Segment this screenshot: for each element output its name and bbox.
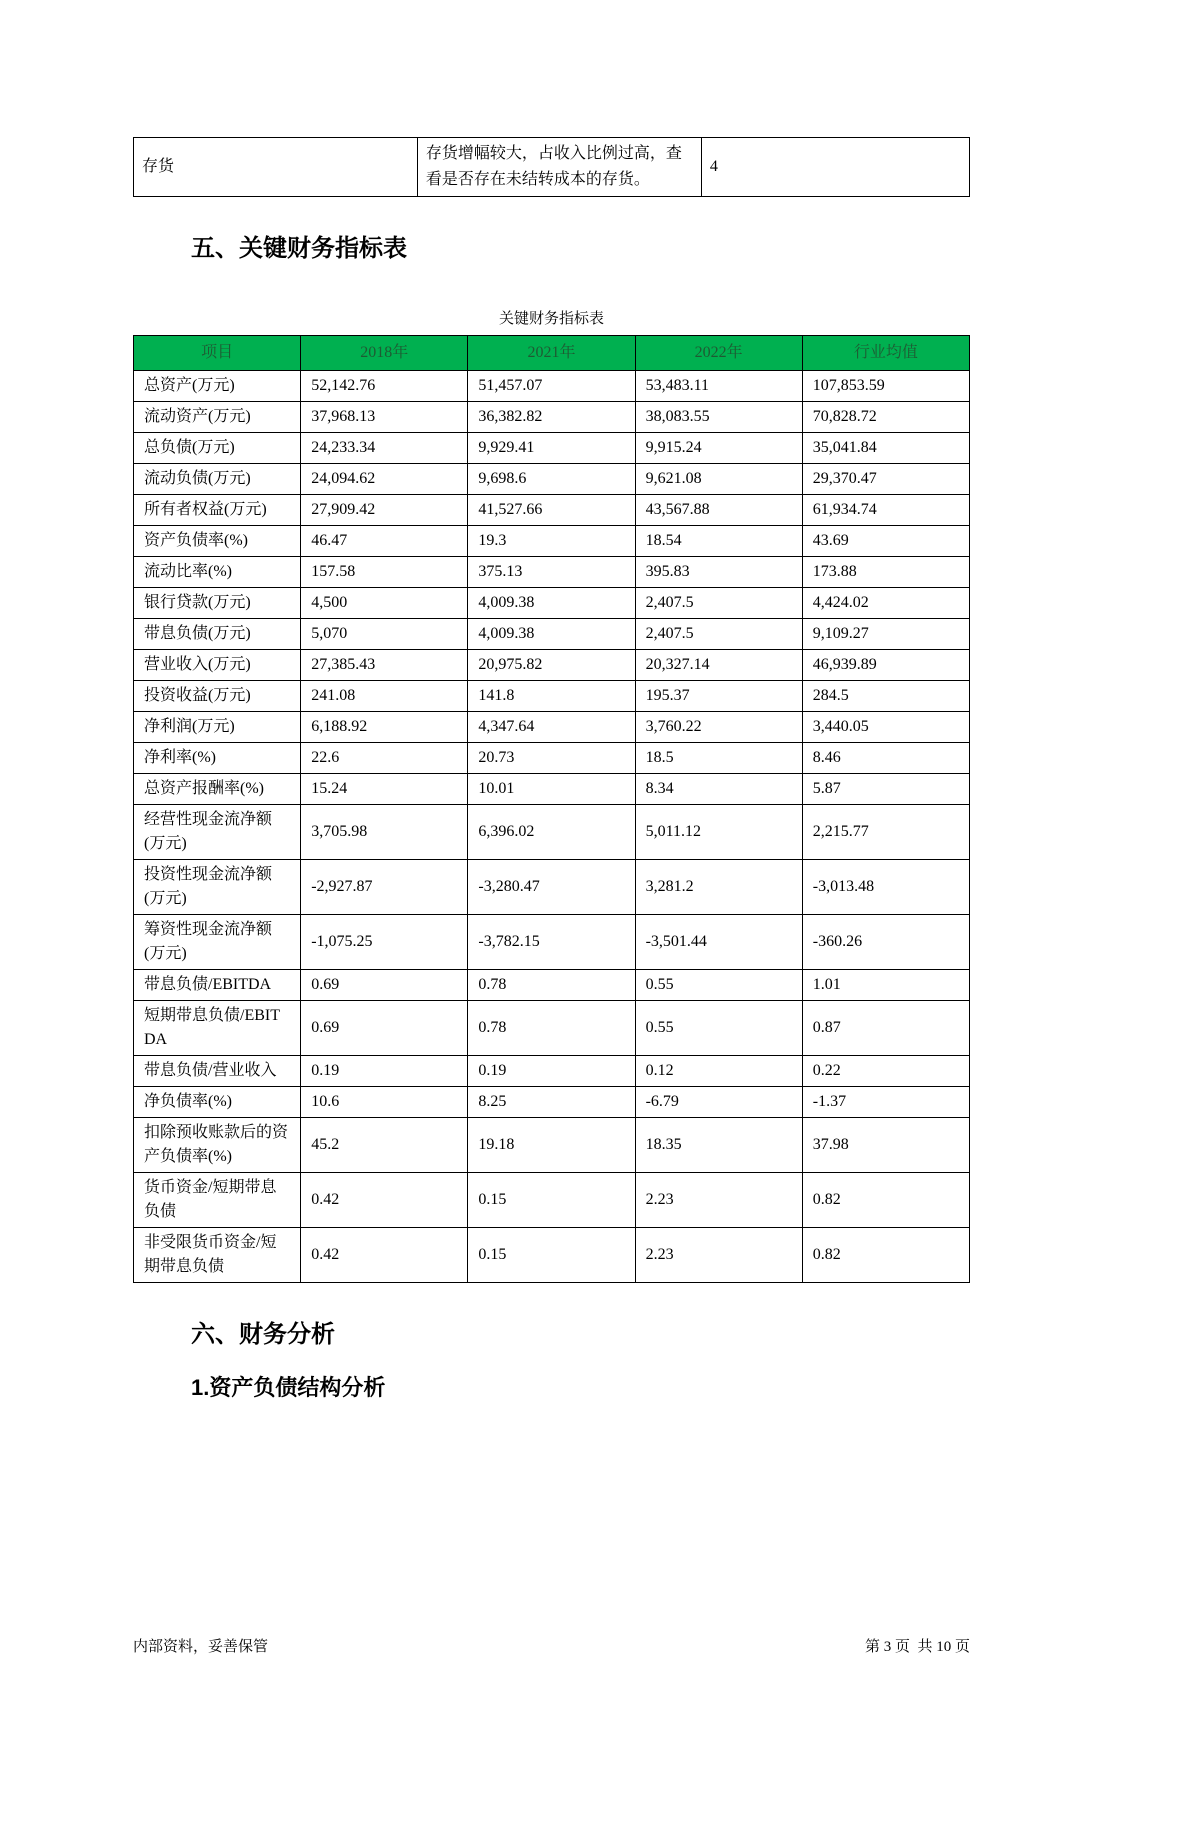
row-label: 投资收益(万元) [134,681,301,712]
cell-value: 1.01 [802,970,969,1001]
row-label: 银行贷款(万元) [134,588,301,619]
cell-value: 20.73 [468,743,635,774]
cell-value: 375.13 [468,557,635,588]
column-header: 2018年 [301,336,468,371]
cell-value: 0.78 [468,1001,635,1056]
cell-value: 5,011.12 [635,805,802,860]
cell-value: -1,075.25 [301,915,468,970]
column-header: 行业均值 [802,336,969,371]
cell-value: 6,188.92 [301,712,468,743]
cell-value: 0.55 [635,970,802,1001]
cell-value: -6.79 [635,1087,802,1118]
cell-value: 0.19 [468,1056,635,1087]
inventory-score-cell: 4 [701,138,969,197]
inventory-item-cell: 存货 [134,138,418,197]
cell-value: 10.01 [468,774,635,805]
kpi-table [133,335,970,1283]
cell-value: 3,760.22 [635,712,802,743]
cell-value: 46.47 [301,526,468,557]
cell-value: 4,347.64 [468,712,635,743]
cell-value: 173.88 [802,557,969,588]
page-content [133,137,970,1403]
cell-value: 8.34 [635,774,802,805]
row-label: 带息负债(万元) [134,619,301,650]
cell-value: 52,142.76 [301,371,468,402]
row-label: 带息负债/营业收入 [134,1056,301,1087]
cell-value: -3,280.47 [468,860,635,915]
cell-value: 43.69 [802,526,969,557]
cell-value: 0.82 [802,1173,969,1228]
cell-value: 29,370.47 [802,464,969,495]
cell-value: 2,407.5 [635,619,802,650]
cell-value: 395.83 [635,557,802,588]
cell-value: 43,567.88 [635,495,802,526]
cell-value: 107,853.59 [802,371,969,402]
table-row [134,681,970,712]
row-label: 总负债(万元) [134,433,301,464]
cell-value: 2.23 [635,1173,802,1228]
row-label: 净利率(%) [134,743,301,774]
cell-value: 0.87 [802,1001,969,1056]
cell-value: 53,483.11 [635,371,802,402]
row-label: 货币资金/短期带息负债 [134,1173,301,1228]
cell-value: 2,407.5 [635,588,802,619]
row-label: 筹资性现金流净额(万元) [134,915,301,970]
page-footer [133,1637,970,1657]
row-label: 营业收入(万元) [134,650,301,681]
cell-value: 9,698.6 [468,464,635,495]
table-row [134,433,970,464]
row-label: 净负债率(%) [134,1087,301,1118]
cell-value: 0.42 [301,1173,468,1228]
table-row [134,557,970,588]
cell-value: 24,233.34 [301,433,468,464]
cell-value: 41,527.66 [468,495,635,526]
cell-value: 4,424.02 [802,588,969,619]
cell-value: 6,396.02 [468,805,635,860]
cell-value: 70,828.72 [802,402,969,433]
cell-value: 4,009.38 [468,619,635,650]
table-row [134,915,970,970]
cell-value: 20,975.82 [468,650,635,681]
cell-value: 4,009.38 [468,588,635,619]
table-row [134,1173,970,1228]
row-label: 带息负债/EBITDA [134,970,301,1001]
cell-value: 18.54 [635,526,802,557]
section-6-heading: 六、财务分析 [191,1321,335,1348]
cell-value: 8.46 [802,743,969,774]
table-row [134,1118,970,1173]
table-row [134,712,970,743]
cell-value: 19.18 [468,1118,635,1173]
cell-value: 3,281.2 [635,860,802,915]
cell-value: 4,500 [301,588,468,619]
cell-value: 20,327.14 [635,650,802,681]
cell-value: 2,215.77 [802,805,969,860]
row-label: 所有者权益(万元) [134,495,301,526]
table-row [134,1228,970,1283]
cell-value: 10.6 [301,1087,468,1118]
cell-value: 9,109.27 [802,619,969,650]
row-label: 流动资产(万元) [134,402,301,433]
row-label: 流动负债(万元) [134,464,301,495]
cell-value: 157.58 [301,557,468,588]
cell-value: 0.69 [301,1001,468,1056]
column-header: 2022年 [635,336,802,371]
cell-value: 0.19 [301,1056,468,1087]
row-label: 非受限货币资金/短期带息负债 [134,1228,301,1283]
table-row [134,650,970,681]
table-row [134,495,970,526]
cell-value: 241.08 [301,681,468,712]
cell-value: 45.2 [301,1118,468,1173]
row-label: 经营性现金流净额(万元) [134,805,301,860]
cell-value: 0.15 [468,1173,635,1228]
table-row [134,371,970,402]
table-row [134,970,970,1001]
row-label: 投资性现金流净额(万元) [134,860,301,915]
footer-page-number: 第 3 页 共 10 页 [864,1639,970,1655]
cell-value: 5,070 [301,619,468,650]
cell-value: 8.25 [468,1087,635,1118]
row-label: 扣除预收账款后的资产负债率(%) [134,1118,301,1173]
cell-value: 27,909.42 [301,495,468,526]
row-label: 总资产报酬率(%) [134,774,301,805]
table-row [134,805,970,860]
cell-value: 0.82 [802,1228,969,1283]
cell-value: 9,915.24 [635,433,802,464]
table-row [134,588,970,619]
row-label: 净利润(万元) [134,712,301,743]
cell-value: 37.98 [802,1118,969,1173]
kpi-table-body [134,371,970,1283]
cell-value: 15.24 [301,774,468,805]
inventory-note-table [133,137,970,197]
cell-value: 0.12 [635,1056,802,1087]
cell-value: 61,934.74 [802,495,969,526]
cell-value: 0.42 [301,1228,468,1283]
table-row [134,1001,970,1056]
table-row [134,1087,970,1118]
cell-value: 3,705.98 [301,805,468,860]
kpi-table-caption: 关键财务指标表 [498,311,604,327]
cell-value: -3,013.48 [802,860,969,915]
section-5-heading: 五、关键财务指标表 [191,235,407,262]
cell-value: 0.69 [301,970,468,1001]
table-row [134,464,970,495]
cell-value: 0.78 [468,970,635,1001]
cell-value: 36,382.82 [468,402,635,433]
table-row [134,619,970,650]
cell-value: -1.37 [802,1087,969,1118]
cell-value: 0.15 [468,1228,635,1283]
cell-value: 46,939.89 [802,650,969,681]
cell-value: 22.6 [301,743,468,774]
cell-value: -2,927.87 [301,860,468,915]
analysis-subheading: 1.资产负债结构分析 [191,1375,386,1400]
cell-value: 5.87 [802,774,969,805]
cell-value: 0.22 [802,1056,969,1087]
row-label: 总资产(万元) [134,371,301,402]
cell-value: 9,621.08 [635,464,802,495]
cell-value: 284.5 [802,681,969,712]
inventory-note-cell: 存货增幅较大，占收入比例过高，查看是否存在未结转成本的存货。 [417,138,701,197]
cell-value: 51,457.07 [468,371,635,402]
table-row [134,402,970,433]
table-row [134,860,970,915]
cell-value: 0.55 [635,1001,802,1056]
cell-value: 195.37 [635,681,802,712]
table-row [134,774,970,805]
cell-value: 19.3 [468,526,635,557]
kpi-table-header-row [134,336,970,371]
column-header: 2021年 [468,336,635,371]
cell-value: 24,094.62 [301,464,468,495]
cell-value: 37,968.13 [301,402,468,433]
cell-value: 9,929.41 [468,433,635,464]
table-row [134,743,970,774]
table-row [134,1056,970,1087]
table-row [134,526,970,557]
row-label: 短期带息负债/EBITDA [134,1001,301,1056]
column-header: 项目 [134,336,301,371]
cell-value: 3,440.05 [802,712,969,743]
cell-value: 27,385.43 [301,650,468,681]
cell-value: 141.8 [468,681,635,712]
row-label: 流动比率(%) [134,557,301,588]
row-label: 资产负债率(%) [134,526,301,557]
cell-value: -3,501.44 [635,915,802,970]
footer-confidential-note: 内部资料，妥善保管 [133,1639,269,1655]
cell-value: 18.35 [635,1118,802,1173]
table-row [134,138,970,197]
cell-value: -3,782.15 [468,915,635,970]
cell-value: 38,083.55 [635,402,802,433]
cell-value: 35,041.84 [802,433,969,464]
cell-value: -360.26 [802,915,969,970]
cell-value: 18.5 [635,743,802,774]
cell-value: 2.23 [635,1228,802,1283]
